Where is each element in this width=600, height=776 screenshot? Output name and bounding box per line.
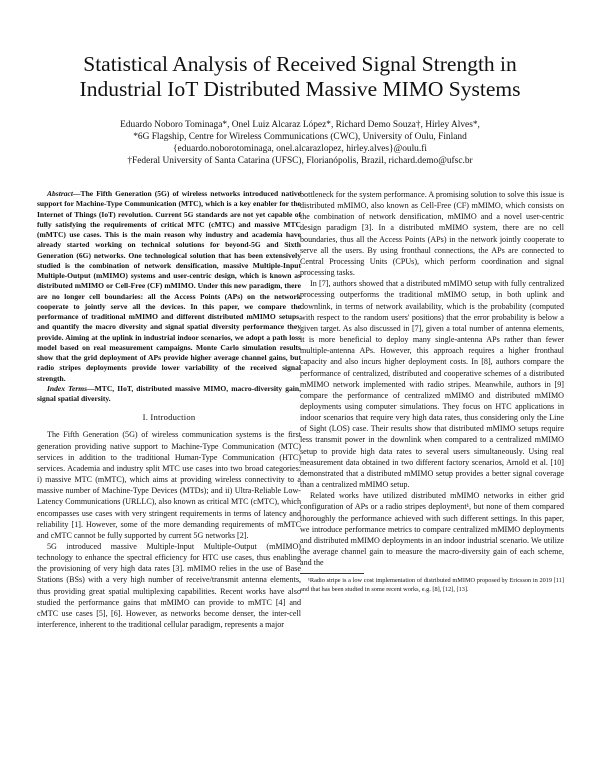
title-line-1: Statistical Analysis of Received Signal Strength in: [83, 52, 517, 76]
index-terms: [37, 384, 301, 405]
abstract-text: —The Fifth Generation (5G) of wireless networks introduced native support for Machine-Type Communication (MTC), which is a key enabler for the Internet of Things (IoT) revolution. Current 5G standards are not yet capable of fully satisfying the requirements of critical MTC (cMTC) and massive MTC (mMTC) use cases. This is the main reason why industry and academia have already started working on technical solutions for beyond-5G and Sixth Generation (6G) networks. One technological solution that has been extensively studied is the combination of network densification, massive Multiple-Input Multiple-Output (mMIMO) systems and user-centric design, which is known as distributed mMIMO or Cell-Free (CF) mMIMO. Under this new paradigm, there are no longer cell boundaries: all the Access Points (APs) on the network cooperate to jointly serve all the devices. In this paper, we compare the performance of traditional mMIMO and different distributed mMIMO setups, and quantify the macro diversity and signal spatial diversity performance they provide. Aiming at the uplink in industrial indoor scenarios, we adopt a path loss model based on real measurement campaigns. Monte Carlo simulation results show that the grid deployment of APs provide higher average channel gains, but radio stripes deployments provide lower variability of the received signal strength.: [37, 189, 301, 383]
intro-paragraph-2: 5G introduced massive Multiple-Input Multiple-Output (mMIMO) technology to enhance the spectral efficiency for HTC use cases, thus enabling the provisioning of very high data rates [3]. mMIMO relies in the use of Base Stations (BSs) with a very high number of receive/transmit antenna elements, thus providing great spatial multiplexing capabilities. Recent works have also studied the performance gains that mMIMO can provide to mMTC [4] and cMTC use cases [5], [6]. However, as networks become denser, the inter-cell interference, inherent to the traditional cellular paradigm, represents a major: [37, 541, 301, 630]
right-column: [300, 189, 564, 594]
paper-title: [20, 52, 580, 102]
intro-paragraph-5: Related works have utilized distributed mMIMO networks in either grid configuration of APs or a radio stripes deployment¹, but none of them compared thoroughly the performance achieved with such different settings. In this paper, we introduce performance metrics to compare centralized mMIMO deployments and distributed mMIMO deployments in an indoor industrial scenario. We utilize the average channel gain to measure the macro-diversity gain of each scheme, and the: [300, 491, 564, 568]
affiliation-oulu: *6G Flagship, Centre for Wireless Communications (CWC), University of Oulu, Finland: [133, 132, 467, 142]
intro-paragraph-3: bottleneck for the system performance. A promising solution to solve this issue is distributed mMIMO, also known as Cell-Free (CF) mMIMO, which consists on the combination of network densification, mMIMO and a novel user-centric design paradigm [3]. In a distributed mMIMO system, there are no cell boundaries, thus all the Access Points (APs) in the network jointly cooperate to serve all the users. By using fronthaul connections, the APs are connected to Central Processing Units (CPUs), which perform coordination and signal processing tasks.: [300, 190, 564, 278]
index-terms-text: —MTC, IIoT, distributed massive MIMO, macro-diversity gain, signal spatial diversity.: [37, 383, 301, 403]
author-names: Eduardo Noboro Tominaga*, Onel Luiz Alcaraz López*, Richard Demo Souza†, Hirley Alves*,: [120, 120, 480, 130]
section-heading-introduction: I. Introduction: [142, 412, 196, 423]
footnote-divider: [300, 573, 364, 574]
author-emails: {eduardo.noborotominaga, onel.alcarazlopez, hirley.alves}@oulu.fi: [173, 144, 427, 154]
footnote: ¹Radio stripe is a low cost implementation of distributed mMIMO proposed by Ericsson in 2019 [11] and that has been studied in some recent works, e.g. [8], [12], [13].: [300, 577, 564, 593]
index-terms-label: Index Terms: [47, 383, 88, 393]
title-line-2: Industrial IoT Distributed Massive MIMO Systems: [79, 77, 521, 101]
abstract-label: Abstract: [47, 189, 73, 198]
intro-paragraph-1: The Fifth Generation (5G) of wireless communication systems is the first generation providing native support to Machine-Type Communication (MTC) services in addition to the traditional Human-Type Communication (HTC) services. Academia and industry split MTC use cases into two broad categories: i) massive MTC (mMTC), which aims at providing wireless connectivity to a massive number of Machine-Type Devices (MTDs); and ii) Ultra-Reliable Low-Latency Communications (URLLC), also known as critical MTC (cMTC), which encompasses use cases with very stringent requirements in terms of latency and reliability [1]. However, some of the more demanding requirements of mMTC and cMTC cannot be fully supported by current 5G networks [2].: [37, 430, 301, 540]
left-column: [37, 189, 301, 630]
affiliation-ufsc: †Federal University of Santa Catarina (UFSC), Florianópolis, Brazil, richard.demo@ufsc.br: [127, 156, 473, 166]
abstract: [37, 189, 301, 384]
intro-paragraph-4: In [7], authors showed that a distributed mMIMO setup with fully centralized processing outperforms the traditional mMIMO setup, in both uplink and downlink, in terms of network availability, which is the probability (computed with respect to the random users' positions) that the error probability is below a given target. As also discussed in [7], given a total number of antenna elements, it is more beneficial to deploy many single-antenna APs rather than fewer multiple-antenna APs. However, this approach requires a higher fronthaul capacity and also incurs higher deployment costs. In [8], authors compare the performance of centralized, distributed and cooperative schemes of a distributed mMIMO network implemented with radio stripes. Meanwhile, authors in [9] compare the performance of centralized mMIMO and distributed mMIMO deployments using computer simulations. They focus on HTC applications in indoor scenarios that require very high data rates, thus considering only the Line of Sight (LOS) case. Their results show that distributed mMIMO setups require less transmit power in the downlink when compared to a centralized mMIMO setup to provide high data rates to several users simultaneously. Using real measurement data obtained in two different factory scenarios, Arnold et al. [10] demonstrated that a distributed mMIMO setup provides a better signal coverage than a centralized mMIMO setup.: [300, 279, 564, 490]
author-block: [20, 119, 580, 167]
